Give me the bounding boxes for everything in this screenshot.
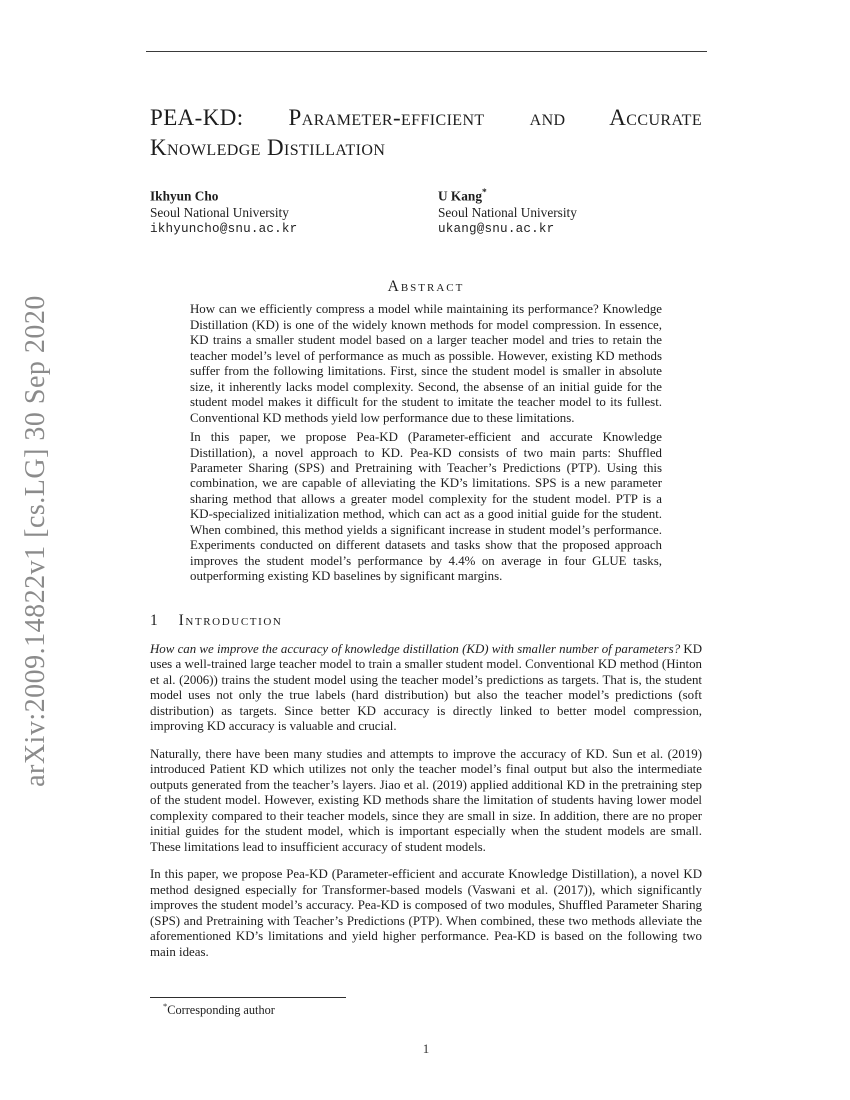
section-number: 1 xyxy=(150,611,158,629)
paper-title xyxy=(150,103,702,163)
footnote-rule xyxy=(150,997,346,998)
author-email: ikhyuncho@snu.ac.kr xyxy=(150,222,298,237)
abstract-paragraph-1: How can we efficiently compress a model while maintaining its performance? Knowledge Distillation (KD) is one of the widely known methods for model compression. In essence, KD trains a smaller student model based on a larger teacher model and tries to retain the teacher model’s level of performance as much as possible. However, existing KD methods suffer from the following limitations. First, since the student model is smaller in absolute size, it inherently lacks model complexity. Second, the absense of an initial guide for the student model makes it difficult for the student to imitate the teacher model to its fullest. Conventional KD methods yield low performance due to these limitations. xyxy=(190,302,662,425)
section-title: Introduction xyxy=(178,611,283,629)
author-name xyxy=(150,185,438,204)
footnote-label: Corresponding author xyxy=(167,1003,275,1018)
paper-content xyxy=(150,0,702,960)
title-line-1: PEA-KD: Parameter-efficient and Accurate xyxy=(150,105,702,130)
arxiv-watermark: arXiv:2009.14822v1 [cs.LG] 30 Sep 2020 xyxy=(20,295,51,787)
footnote-text xyxy=(150,1001,702,1018)
intro-lead-question: How can we improve the accuracy of knowledge distillation (KD) with smaller number of parameters? xyxy=(150,641,681,656)
page-number: 1 xyxy=(422,1041,430,1056)
author-name-text: Ikhyun Cho xyxy=(150,188,219,204)
author-name-text: U Kang xyxy=(438,188,482,204)
author-u-kang xyxy=(438,185,577,238)
author-name xyxy=(438,185,577,204)
author-affiliation: Seoul National University xyxy=(150,205,289,221)
corresponding-author-marker: * xyxy=(481,188,487,198)
intro-paragraph-3: In this paper, we propose Pea-KD (Parameter-efficient and accurate Knowledge Distillation), a novel KD method designed especially for Transformer-based models (Vaswani et al. (2017)), which significantly improves the student model’s accuracy. Pea-KD is composed of two modules, Shuffled Parameter Sharing (SPS) and Pretraining with Teacher’s Predictions (PTP). When combined, these two methods alleviate the aforementioned KD’s limitations and yield higher performance. Pea-KD is based on the following two main ideas. xyxy=(150,867,702,959)
author-block xyxy=(150,185,702,238)
section-heading-introduction xyxy=(150,612,702,630)
author-affiliation: Seoul National University xyxy=(438,205,577,221)
intro-paragraph-1 xyxy=(150,642,702,735)
title-line-2: Knowledge Distillation xyxy=(150,135,386,160)
intro-paragraph-1-rest: KD uses a well-trained large teacher model to train a smaller student model. Conventional KD method (Hinton et al. (2006)) trains the student model using the teacher model’s predictions as targets. That is, the student model uses not only the true labels (hard distribution) but also the teacher model’s predictions (soft distribution) as targets. Since better KD accuracy is directly linked to better model compression, improving KD accuracy is valuable and crucial. xyxy=(150,641,702,734)
author-ikhyun-cho xyxy=(150,185,438,238)
abstract-body xyxy=(190,302,662,584)
author-email: ukang@snu.ac.kr xyxy=(438,222,555,237)
footnote xyxy=(150,997,702,1018)
abstract-paragraph-2: In this paper, we propose Pea-KD (Parameter-efficient and accurate Knowledge Distillation), a novel approach to KD. Pea-KD consists of two main parts: Shuffled Parameter Sharing (SPS) and Pretraining with Teacher’s Predictions (PTP). Using this combination, we are capable of alleviating the KD’s limitations. SPS is a new parameter sharing method that allows a greater model complexity for the student model. PTP is a KD-specialized initialization method, which can act as a good initial guide for the student. When combined, this method yields a significant increase in student model’s performance. Experiments conducted on different datasets and tasks show that the proposed approach improves the student model’s performance by 4.4% on average in four GLUE tasks, outperforming existing KD baselines by significant margins. xyxy=(190,430,662,584)
abstract-heading: Abstract xyxy=(387,278,465,296)
intro-paragraph-2: Naturally, there have been many studies and attempts to improve the accuracy of KD. Sun et al. (2019) introduced Patient KD which utilizes not only the teacher model’s final output but also the intermediate outputs generated from the teacher’s layers. Jiao et al. (2019) applied additional KD in the pretraining step of the student model. However, existing KD methods share the limitation of students having lower model complexity compared to their teacher models, since they are small in size. In addition, there are no proper initial guides for the student model, which is important especially when the student models are small. These limitations lead to insufficient accuracy of student models. xyxy=(150,746,702,854)
footnote-marker: * xyxy=(163,1001,168,1011)
